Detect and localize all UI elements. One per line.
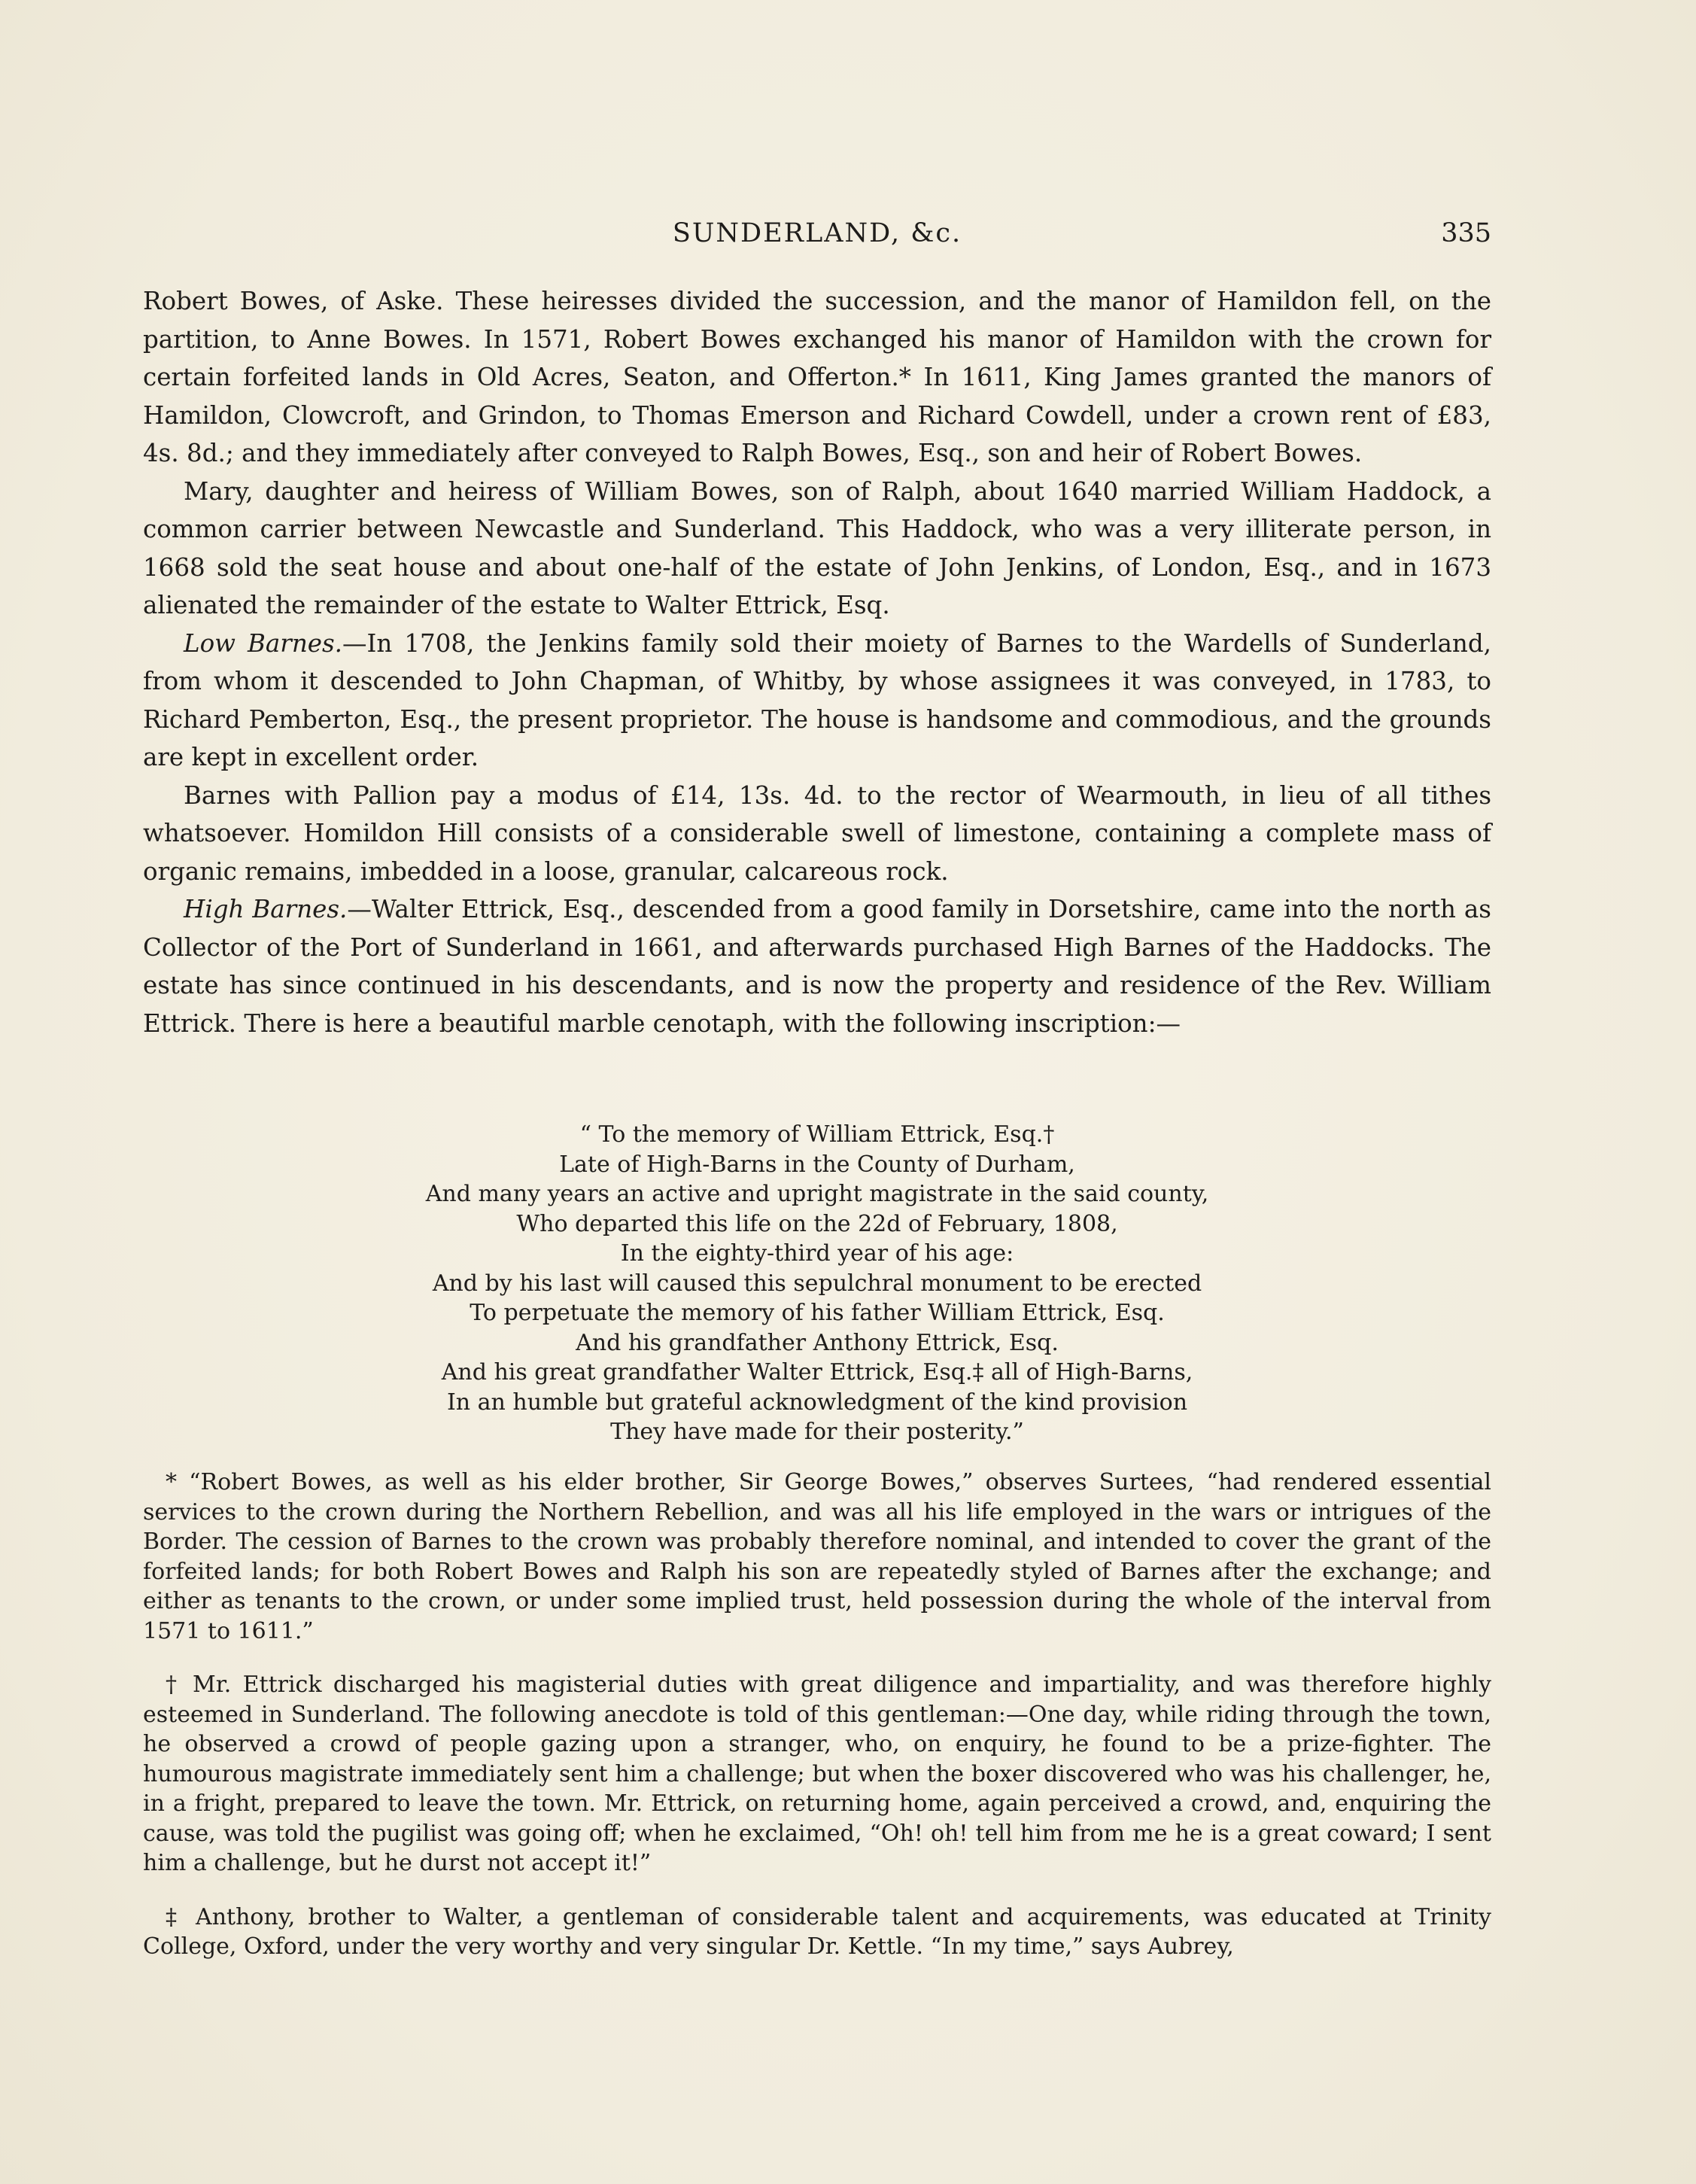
footnote (143, 1468, 1491, 1646)
footnote-text: Mr. Ettrick discharged his magisterial duties with great diligence and impartiality, and was therefore highly esteemed in Sunderland. The following anecdote is told of this gentleman:—One day, while riding through the town, he observed a crowd of people gazing upon a stranger, who, on enquiry, he found to be a prize-fighter. The humourous magistrate immediately sent him a challenge; but when the boxer discovered who was his challenger, he, in a fright, prepared to leave the town. Mr. Ettrick, on returning home, again perceived a crowd, and, enquiring the cause, was told the pugilist was going off; when he exclaimed, “Oh! oh! tell him from me he is a great coward; I sent him a challenge, but he durst not accept it!” (143, 1671, 1491, 1876)
inscription-line: To perpetuate the memory of his father William Ettrick, Esq. (470, 1300, 1165, 1326)
paragraph-text: Mary, daughter and heiress of William Bowes, son of Ralph, about 1640 married William Haddock, a common carrier between Newcastle and Sunderland. This Haddock, who was a very illiterate person, in 1668 sold the seat house and about one-half of the estate of John Jenkins, of London, Esq., and in 1673 alienated the remainder of the estate to Walter Ettrick, Esq. (143, 476, 1491, 619)
paragraph (143, 473, 1491, 625)
section-heading: High Barnes. (184, 895, 348, 923)
inscription-line: In an humble but grateful acknowledgment of the kind provision (446, 1389, 1188, 1416)
footnote-text: “Robert Bowes, as well as his elder brother, Sir George Bowes,” observes Surtees, “had rendered essential services to the crown during the Northern Rebellion, and was all his life employed in the wars or intrigues of the Border. The cession of Barnes to the crown was probably therefore nominal, and intended to cover the grant of the forfeited lands; for both Robert Bowes and Ralph his son are repeatedly styled of Barnes after the exchange; and either as tenants to the crown, or under some implied trust, held possession during the whole of the interval from 1571 to 1611.” (143, 1469, 1491, 1644)
footnote-text: Anthony, brother to Walter, a gentleman of considerable talent and acquirements, was educated at Trinity College, Oxford, under the very worthy and very singular Dr. Kettle. “In my time,” says Aubrey, (143, 1903, 1491, 1960)
paragraph-text: —In 1708, the Jenkins family sold their moiety of Barnes to the Wardells of Sunderland, from whom it descended to John Chapman, of Whitby, by whose assignees it was conveyed, in 1783, to Richard Pemberton, Esq., the present proprietor. The house is handsome and commodious, and the grounds are kept in excellent order. (143, 628, 1491, 771)
paragraph-text: Robert Bowes, of Aske. These heiresses divided the succession, and the manor of Hamildon fell, on the partition, to Anne Bowes. In 1571, Robert Bowes exchanged his manor of Hamildon with the crown for certain forfeited lands in Old Acres, Seaton, and Offerton.* In 1611, King James granted the manors of Hamildon, Clowcroft, and Grindon, to Thomas Emerson and Richard Cowdell, under a crown rent of £83, 4s. 8d.; and they immediately after conveyed to Ralph Bowes, Esq., son and heir of Robert Bowes. (143, 287, 1491, 467)
paragraph (143, 282, 1491, 473)
inscription-line: “ To the memory of William Ettrick, Esq.† (579, 1121, 1055, 1148)
inscription-line: And his great grandfather Walter Ettrick, Esq.‡ all of High-Barns, (441, 1359, 1193, 1386)
footnote-mark: † (166, 1671, 181, 1698)
paragraph-text: —Walter Ettrick, Esq., descended from a good family in Dorsetshire, came into the north as Collector of the Port of Sunderland in 1661, and afterwards purchased High Barnes of the Haddocks. The estate has since continued in his descendants, and is now the property and residence of the Rev. William Ettrick. There is here a beautiful marble cenotaph, with the following inscription:— (143, 895, 1491, 1038)
inscription-line: In the eighty-third year of his age: (620, 1240, 1014, 1267)
inscription (143, 1120, 1491, 1447)
inscription-line: They have made for their posterity.” (610, 1419, 1024, 1445)
running-title: SUNDERLAND, &c. (672, 218, 962, 248)
section-heading: Low Barnes. (184, 628, 343, 658)
page-number: 335 (1441, 218, 1491, 248)
footnotes (143, 1468, 1491, 1986)
main-text (143, 282, 1491, 1042)
paragraph (143, 777, 1491, 891)
paragraph (143, 625, 1491, 777)
inscription-line: And by his last will caused this sepulchral monument to be erected (432, 1270, 1202, 1297)
footnote-mark: * (166, 1469, 177, 1495)
inscription-line: And many years an active and upright magistrate in the said county, (425, 1181, 1209, 1207)
paragraph (143, 890, 1491, 1042)
footnote (143, 1670, 1491, 1878)
inscription-line: Late of High-Barns in the County of Durham, (559, 1151, 1075, 1178)
inscription-line: And his grandfather Anthony Ettrick, Esq. (576, 1329, 1059, 1356)
footnote (143, 1903, 1491, 1962)
paragraph-text: Barnes with Pallion pay a modus of £14, 13s. 4d. to the rector of Wearmouth, in lieu of all tithes whatsoever. Homildon Hill consists of a considerable swell of limestone, containing a complete mass of organic remains, imbedded in a loose, granular, calcareous rock. (143, 780, 1491, 886)
page-header (143, 218, 1491, 256)
footnote-mark: ‡ (166, 1903, 183, 1930)
inscription-line: Who departed this life on the 22d of February, 1808, (516, 1210, 1118, 1237)
